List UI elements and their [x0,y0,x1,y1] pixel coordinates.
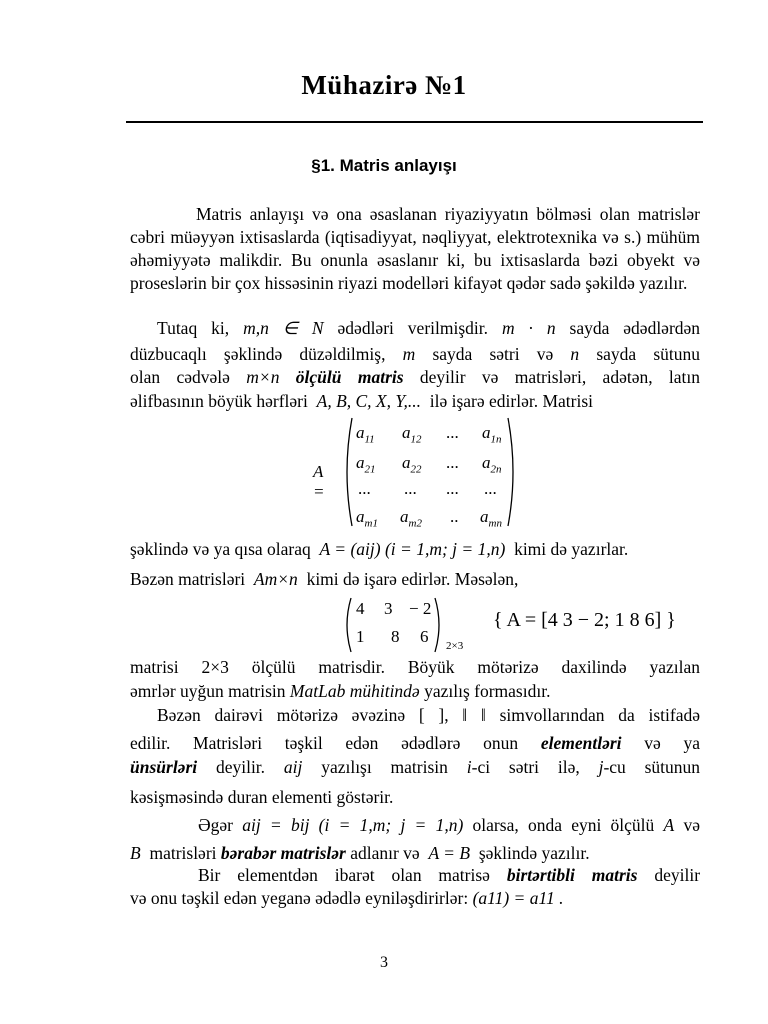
matlab-expression: { A = [4 3 − 2; 1 8 6] } [493,609,676,631]
matrix-a-left-paren [340,416,354,528]
para3-line1: matrisi 2×3 ölçülü matrisdir. Böyük mötərizə daxilində yazılan [130,657,701,677]
para6-line1: Bir elementdən ibarət olan matrisə birtərtibli matris deyilir [198,865,701,885]
page-number: 3 [380,954,388,971]
example-matrix-cell: 3 [384,599,393,618]
example-matrix-cell: 4 [356,599,365,618]
para4-line2: edilir. Matrisləri təşkil edən ədədlərə onun elementləri və ya [130,733,700,753]
matrix-a-cell: $a_{11}$ [356,423,375,446]
example-matrix-right-paren [433,596,445,654]
matrix-a-cell: $a_{22}$ [402,453,422,476]
matrix-a-cell: $a_{12}$ [402,423,422,446]
matrix-a-cell: ... [446,453,459,472]
para5-line1: Əgər aij = bij (i = 1,m; j = 1,n) olarsa, onda eyni ölçülü A və [198,815,700,835]
title-divider [126,121,703,123]
short-form-line: şəklində və ya qısa olaraq A = (aij) (i = 1,m; j = 1,n) kimi də yazırlar. [130,539,629,559]
matrix-a-cell: ... [358,479,371,498]
matrix-a-cell: ... [446,479,459,498]
matrix-a-cell: $a_{21}$ [356,453,376,476]
para3-line2: əmrlər uyğun matrisin MatLab mühitində yazılış formasıdır. [130,681,551,701]
example-matrix-cell: 6 [420,627,429,646]
example-matrix-cell: − 2 [409,599,432,618]
matrix-a-cell: $a_{1n}$ [482,423,502,446]
para2-line3: olan cədvələ m×n ölçülü matris deyilir və matrisləri, adətən, latın [130,367,701,387]
matrix-a-cell: ... [484,479,497,498]
paragraph-intro: Matris anlayışı və ona əsaslanan riyaziyyatın bölməsi olan matrislər cəbri müəyyən ixtisaslarda (iqtisadiyyat, nəqliyyat, elektrotexnika və s.) mühüm əhəmiyyətə malikdir. Bu onunla əsaslanır ki, bu ixtisaslarda bəzi obyekt və proseslərin bir çox hissəsinin riyazi modelləri kifayət qədər sadə şəkildə yazılır. [130,204,700,293]
para2-line1: Tutaq ki, m,n ∈ N ədədləri verilmişdir. m · n sayda ədədlərdən [157,318,701,338]
page-title: Mühazirə №1 [301,70,467,100]
matrix-a-cell: $a_{mn}$ [480,507,502,530]
matrix-a-cell: $a_{m2}$ [400,507,422,530]
example-matrix-cell: 8 [391,627,400,646]
sometimes-line: Bəzən matrisləri Am×n kimi də işarə edirlər. Məsələn, [130,569,519,589]
matrix-a-cell: $a_{2n}$ [482,453,502,476]
matrix-a-cell: ... [446,423,459,442]
section-heading: §1. Matris anlayışı [311,156,457,175]
matrix-a-cell: $a_{m1}$ [356,507,378,530]
para6-line2: və onu təşkil edən yeganə ədədlə eyniləşdirirlər: (a11) = a11 . [130,888,564,908]
para2-line4: əlifbasının böyük hərfləri A, B, C, X, Y,... ilə işarə edirlər. Matrisi [130,391,594,411]
para2-line2: düzbucaqlı şəklində düzəldilmiş, m sayda sətri və n sayda sütunu [130,344,701,364]
para4-line3: ünsürləri deyilir. aij yazılışı matrisin i-ci sətri ilə, j-cu sütunun [130,757,701,777]
para5-line2: B matrisləri bərabər matrislər adlanır və A = B şəklində yazılır. [130,843,590,863]
para4-line1: Bəzən dairəvi mötərizə əvəzinə [ ], ‖ ‖ simvollarından da istifadə [157,705,701,725]
matrix-a-right-paren [506,416,520,528]
matrix-a-cell: .. [450,507,459,526]
para4-line4: kəsişməsində duran elementi göstərir. [130,787,394,807]
example-matrix-cell: 1 [356,627,365,646]
example-matrix-size: 2×3 [446,640,464,652]
matrix-a-lhs: A = [313,462,325,501]
example-matrix-left-paren [341,596,353,654]
matrix-a-cell: ... [404,479,417,498]
